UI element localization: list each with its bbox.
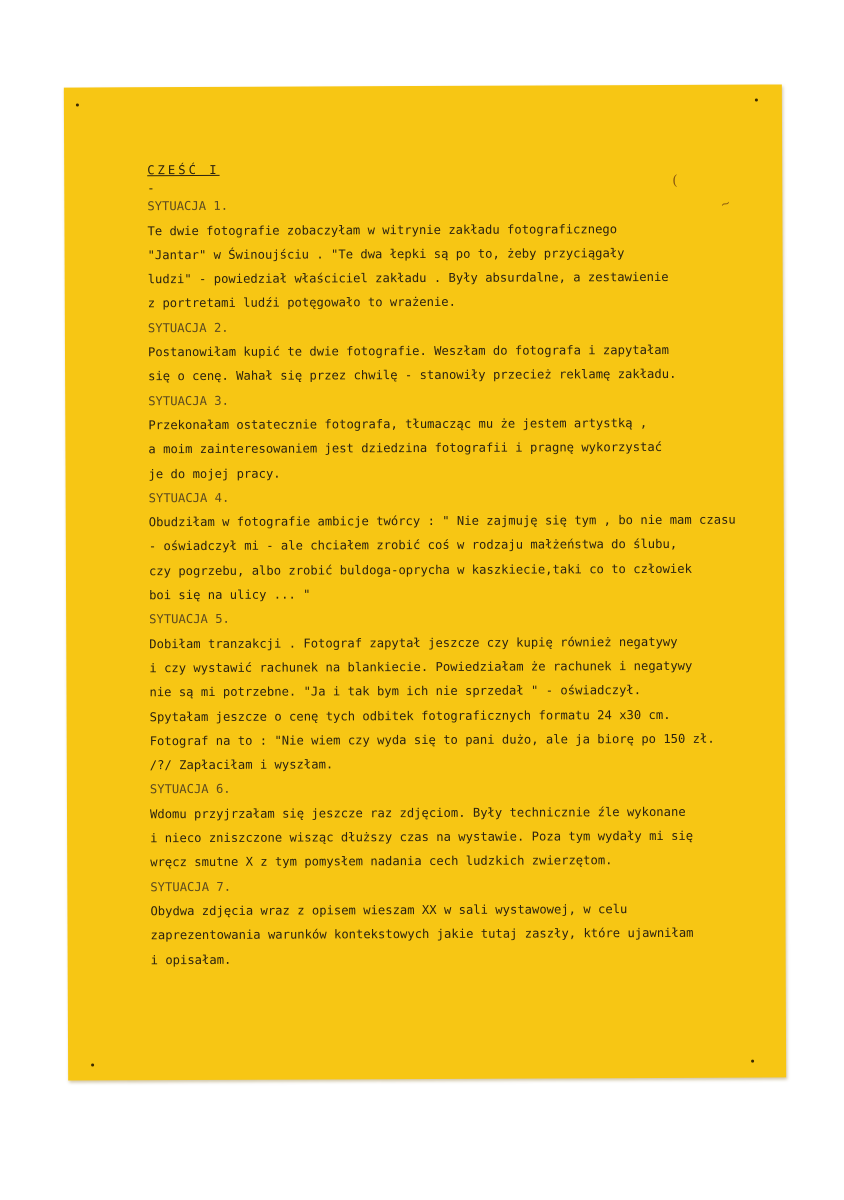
ink-mark: ~	[718, 195, 733, 212]
text-line: i czy wystawić rachunek na blankiecie. Powiedziałam że rachunek i negatywy	[149, 658, 693, 676]
situation-heading: SYTUACJA 2.	[147, 320, 229, 335]
pin-hole-top-left	[76, 104, 79, 107]
text-line: z portretami ludźi potęgowało to wrażenie.	[147, 295, 456, 311]
text-line: ludzi" - powiedział właściciel zakładu . Były absurdalne, a zestawienie	[147, 270, 669, 287]
situation-heading: SYTUACJA 4.	[148, 490, 230, 506]
text-line: Obudziłam w fotografie ambicje twórcy : " Nie zajmuję się tym , bo nie mam czasu	[148, 512, 736, 530]
text-line: Obydwa zdjęcia wraz z opisem wieszam XX w sali wystawowej, w celu	[150, 902, 628, 919]
text-line: - oświadczył mi - ale chciałem zrobić coś w rodzaju małżeństwa do ślubu,	[148, 537, 678, 554]
text-line: /?/ Zapłaciłam i wyszłam.	[149, 757, 334, 773]
part-heading: CZEŚĆ I	[147, 162, 220, 178]
text-line: a moim zainteresowaniem jest dziedzina fotografii i pragnę wykorzystać	[148, 440, 663, 457]
pin-hole-top-right	[755, 99, 758, 102]
text-line: czy pogrzebu, albo zrobić buldoga-oprycha w kaszkiecie,taki co to człowiek	[148, 561, 692, 578]
text-line: Te dwie fotografie zobaczyłam w witrynie zakładu fotograficznego	[147, 221, 618, 238]
heading-dash: -	[147, 181, 155, 196]
text-line: Spytałam jeszcze o cenę tych odbitek fotograficznych formatu 24 x30 cm.	[149, 707, 671, 724]
text-line: Fotograf na to : "Nie wiem czy wyda się to pani dużo, ale ja biorę po 150 zł.	[149, 731, 715, 749]
text-lines	[147, 192, 770, 972]
typewritten-text	[147, 156, 771, 972]
text-line: wręcz smutne X z tym pomysłem nadania cech ludzkich zwierzętom.	[150, 853, 613, 870]
pin-hole-bottom-left	[91, 1063, 94, 1066]
text-line: zaprezentowania warunków kontekstowych jakie tutaj zaszły, które ujawniłam	[150, 926, 694, 943]
situation-heading: SYTUACJA 3.	[148, 393, 229, 408]
typewritten-sheet	[64, 84, 786, 1080]
text-line: je do mojej pracy.	[148, 466, 281, 481]
text-line: się o cenę. Wahał się przez chwilę - stanowiły przecież reklamę zakładu.	[148, 367, 677, 384]
text-line: i nieco zniszczone wisząc dłuższy czas na wystawie. Poza tym wydały mi się	[150, 828, 694, 846]
situation-heading: SYTUACJA 5.	[149, 612, 230, 627]
text-line: Wdomu przyjrzałam się jeszcze raz zdjęciom. Były technicznie źle wykonane	[149, 804, 686, 821]
pin-hole-bottom-right	[751, 1060, 754, 1063]
situation-heading: SYTUACJA 7.	[150, 879, 232, 894]
ink-mark: (	[672, 172, 678, 189]
situation-heading: SYTUACJA 1.	[147, 199, 229, 214]
situation-heading: SYTUACJA 6.	[149, 782, 231, 797]
text-line: nie są mi potrzebne. "Ja i tak bym ich nie sprzedał " - oświadczył.	[149, 683, 642, 700]
text-line: i opisałam.	[150, 952, 232, 967]
text-line: Dobiłam tranzakcji . Fotograf zapytał jeszcze czy kupię również negatywy	[149, 634, 678, 651]
text-line: Postanowiłam kupić te dwie fotografie. Weszłam do fotografa i zapytałam	[147, 343, 669, 360]
text-line: boi się na ulicy ... "	[149, 587, 311, 603]
text-line: "Jantar" w Świnoujściu . "Te dwa łepki są po to, żeby przyciągały	[147, 246, 625, 263]
text-line: Przekonałam ostatecznie fotografa, tłumacząc mu że jestem artystką ,	[148, 415, 648, 433]
